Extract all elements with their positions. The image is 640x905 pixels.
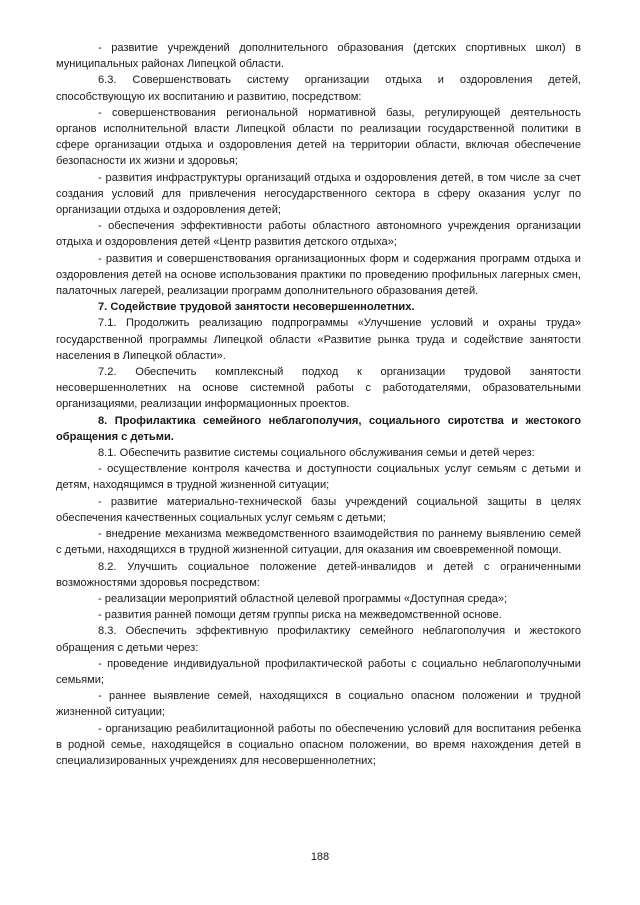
paragraph: - осуществление контроля качества и доступности социальных услуг семьям с детьми и детям, находящимся в трудной жизненной ситуации; xyxy=(56,463,581,492)
paragraph: 7.2. Обеспечить комплексный подход к организации трудовой занятости несовершеннолетних на основе системной работы с работодателями, образовательными организациями, реализации информационных проектов. xyxy=(56,366,581,411)
paragraph: 7.1. Продолжить реализацию подпрограммы «Улучшение условий и охраны труда» государственной программы Липецкой области «Развитие рынка труда и содействие занятости населения в Липецкой области». xyxy=(56,317,581,362)
paragraph: - развития ранней помощи детям группы риска на межведомственной основе. xyxy=(98,609,502,622)
page-number: 188 xyxy=(310,851,330,863)
section-heading: 7. Содействие трудовой занятости несовершеннолетних. xyxy=(98,301,415,314)
document-body xyxy=(56,40,581,769)
paragraph: - развития инфраструктуры организаций отдыха и оздоровления детей, в том числе за счет создания условий для привлечения негосударственного сектора в сферу оказания услуг по организации отдыха и оздоровления детей; xyxy=(56,171,581,217)
section-heading: 8. Профилактика семейного неблагополучия, социального сиротства и жестокого обращения с детьми. xyxy=(56,414,581,443)
paragraph: - развитие материально-технической базы учреждений социальной защиты в целях обеспечения качественных социальных услуг семьям с детьми; xyxy=(56,495,581,524)
paragraph: 8.2. Улучшить социальное положение детей-инвалидов и детей с ограниченными возможностями здоровья посредством: xyxy=(56,560,581,589)
paragraph: - реализации мероприятий областной целевой программы «Доступная среда»; xyxy=(98,592,508,605)
paragraph: - совершенствования региональной нормативной базы, регулирующей деятельность органов исполнительной власти Липецкой области по реализации государственной политики в сфере организации отдыха и оздоровления детей на территории области, включая обеспечение безопасности их жизни и здоровья; xyxy=(56,106,581,168)
paragraph: - внедрение механизма межведомственного взаимодействия по раннему выявлению семей с детьми, находящихся в трудной жизненной ситуации, для оказания им своевременной помощи. xyxy=(56,528,581,557)
paragraph: 6.3. Совершенствовать систему организации отдыха и оздоровления детей, способствующую их воспитанию и развитию, посредством: xyxy=(56,74,581,103)
paragraph: - проведение индивидуальной профилактической работы с социально неблагополучными семьями; xyxy=(56,657,581,686)
paragraph: - раннее выявление семей, находящихся в социально опасном положении и трудной жизненной ситуации; xyxy=(56,690,581,719)
paragraph: - обеспечения эффективности работы областного автономного учреждения организации отдыха и оздоровления детей «Центр развития детского отдыха»; xyxy=(56,220,581,249)
paragraph: - организацию реабилитационной работы по обеспечению условий для воспитания ребенка в родной семье, находящейся в социально опасном положении, во время нахождения детей в специализированных учреждениях для несовершеннолетних; xyxy=(56,722,581,767)
paragraph: 8.1. Обеспечить развитие системы социального обслуживания семьи и детей через: xyxy=(98,447,535,460)
paragraph: - развития и совершенствования организационных форм и содержания программ отдыха и оздоровления детей на основе использования практики по проведению профильных лагерных смен, палаточных лагерей, реализации программ дополнительного образования детей. xyxy=(56,252,581,298)
paragraph: - развитие учреждений дополнительного образования (детских спортивных школ) в муниципальных районах Липецкой области. xyxy=(56,42,581,71)
paragraph: 8.3. Обеспечить эффективную профилактику семейного неблагополучия и жестокого обращения с детьми через: xyxy=(56,625,581,654)
